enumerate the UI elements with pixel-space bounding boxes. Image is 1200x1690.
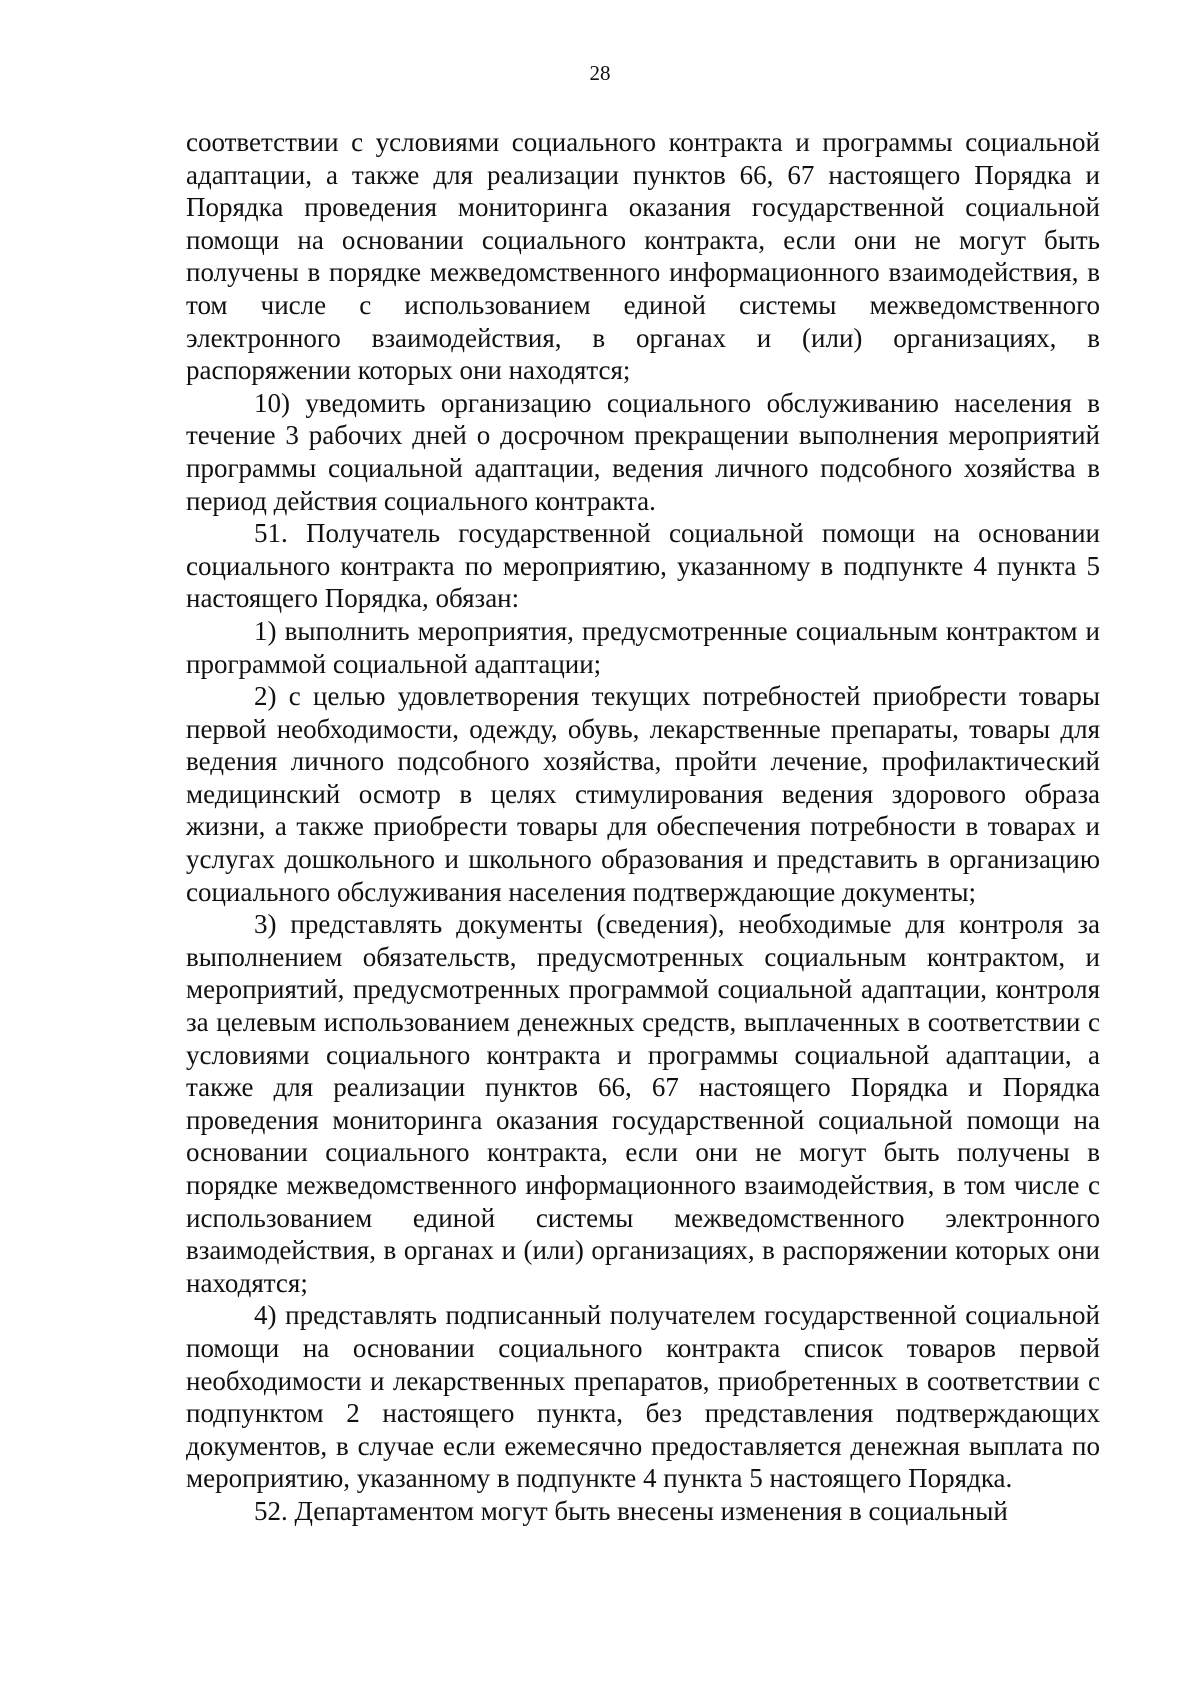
paragraph-continuation: соответствии с условиями социального контракта и программы социальной адаптации, а также для реализации пунктов 66, 67 настоящего Порядка и Порядка проведения мониторинга оказания государственной социальной помощи на основании социального контракта, если они не могут быть получены в порядке межведомственного информационного взаимодействия, в том числе с использованием единой системы межведомственного электронного взаимодействия, в органах и (или) организациях, в распоряжении которых они находятся; — [186, 127, 1100, 386]
paragraph-item-2: 2) с целью удовлетворения текущих потребностей приобрести товары первой необходимости, одежду, обувь, лекарственные препараты, товары для ведения личного подсобного хозяйства, пройти лечение, профилактический медицинский осмотр в целях стимулирования ведения здорового образа жизни, а также приобрести товары для обеспечения потребности в товарах и услугах дошкольного и школьного образования и представить в организацию социального обслуживания населения подтверждающие документы; — [186, 681, 1100, 907]
paragraph-clause-52: 52. Департаментом могут быть внесены изменения в социальный — [254, 1495, 1008, 1526]
paragraph-item-10: 10) уведомить организацию социального обслуживанию населения в течение 3 рабочих дней о досрочном прекращении выполнения мероприятий программы социальной адаптации, ведения личного подсобного хозяйства в период действия социального контракта. — [186, 387, 1100, 516]
page-number: 28 — [589, 61, 611, 85]
paragraph-item-3: 3) представлять документы (сведения), необходимые для контроля за выполнением обязательств, предусмотренных социальным контрактом, и мероприятий, предусмотренных программой социальной адаптации, контроля за целевым использованием денежных средств, выплаченных в соответствии с условиями социального контракта и программы социальной адаптации, а также для реализации пунктов 66, 67 настоящего Порядка и Порядка проведения мониторинга оказания государственной социальной помощи на основании социального контракта, если они не могут быть получены в порядке межведомственного информационного взаимодействия, в том числе с использованием единой системы межведомственного электронного взаимодействия, в органах и (или) организациях, в распоряжении которых они находятся; — [186, 909, 1100, 1298]
document-body — [186, 126, 1100, 1528]
paragraph-item-4: 4) представлять подписанный получателем государственной социальной помощи на основании социального контракта список товаров первой необходимости и лекарственных препаратов, приобретенных в соответствии с подпунктом 2 настоящего пункта, без представления подтверждающих документов, в случае если ежемесячно предоставляется денежная выплата по мероприятию, указанному в подпункте 4 пункта 5 настоящего Порядка. — [186, 1300, 1100, 1494]
paragraph-item-1: 1) выполнить мероприятия, предусмотренные социальным контрактом и программой социальной адаптации; — [186, 615, 1100, 679]
paragraph-clause-51: 51. Получатель государственной социальной помощи на основании социального контракта по мероприятию, указанному в подпункте 4 пункта 5 настоящего Порядка, обязан: — [186, 518, 1100, 614]
